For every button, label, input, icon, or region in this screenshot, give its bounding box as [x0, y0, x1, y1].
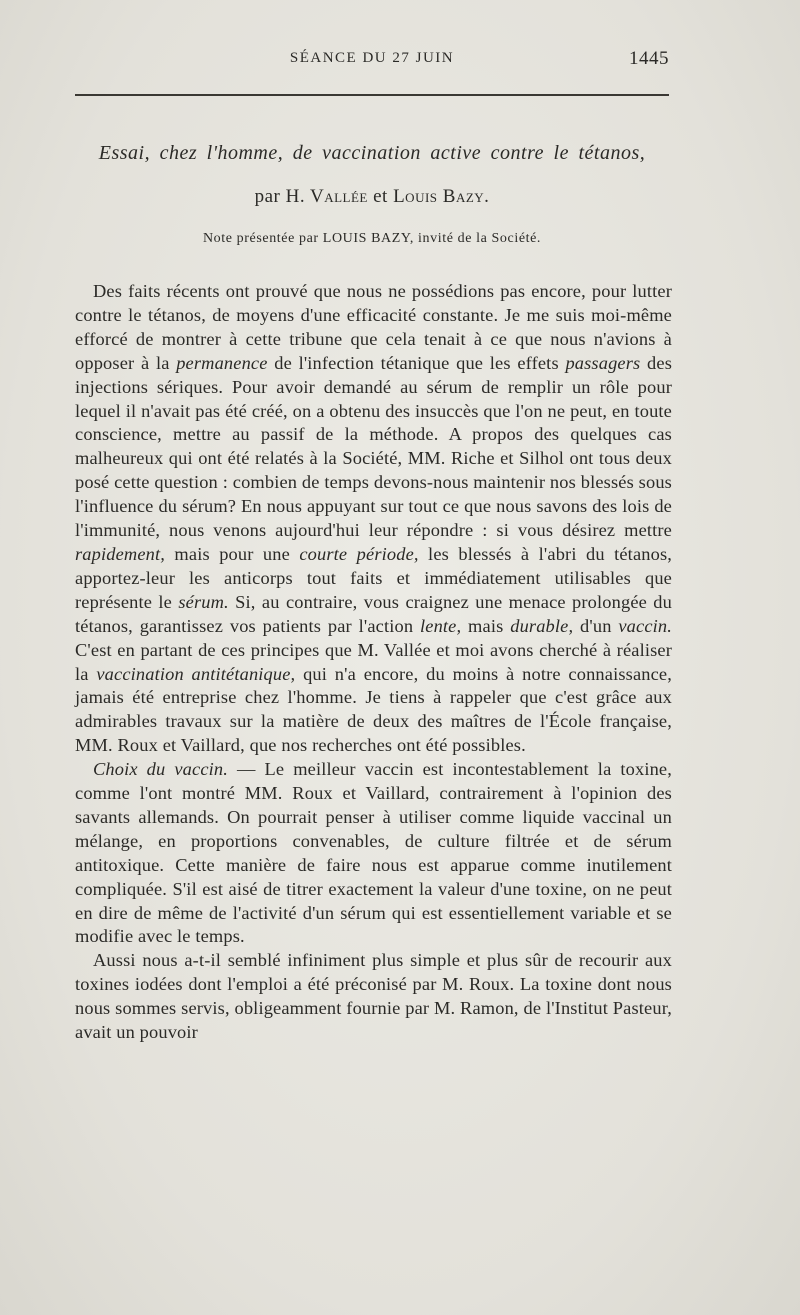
article-title: Essai, chez l'homme, de vaccination active contre le tétanos,	[98, 142, 646, 164]
text-run: les blessés à l'abri du tétanos, apportez-leur les anticorps tout faits et immédiatement utilisables que représente le	[75, 543, 673, 612]
text-run: de l'infection tétanique que les effets	[267, 352, 566, 373]
text-run: Si, au contraire, vous craignez une menace prolongée du tétanos, garantissez vos patients par l'action	[75, 591, 672, 636]
text-run: mais pour une	[165, 543, 300, 564]
text-run: mais	[461, 615, 511, 636]
presentation-note: Note présentée par LOUIS BAZY, invité de la Société.	[202, 231, 542, 246]
emphasis: vaccination antitétanique,	[96, 663, 296, 684]
emphasis: rapidement,	[75, 543, 166, 564]
text-run: qui n'a encore, du moins à notre connaissance, jamais été entreprise chez l'homme. Je tiens à rappeler que c'est grâce aux admirables travaux sur la matière de deux des maîtres de l'École française, MM. Roux et Vaillard, que nos recherches ont été possibles.	[75, 663, 672, 756]
emphasis: sérum.	[178, 591, 229, 612]
author-2: Louis Bazy.	[393, 186, 490, 207]
article-authors	[75, 186, 669, 208]
emphasis: durable,	[510, 615, 574, 636]
text-run: Des faits récents ont prouvé que nous ne possédions pas encore, pour lutter contre le tétanos, de moyens d'une efficacité constante. Je me suis moi-même efforcé de montrer à cette tribune que cela tenait à ce que nous n'avions à opposer à la	[75, 281, 672, 373]
text-run: C'est en partant de ces principes que M. Vallée et moi avons cherché à réaliser la	[75, 639, 672, 684]
paragraph-1	[75, 280, 672, 758]
authors-prefix: par	[254, 186, 281, 207]
paragraph-3: Aussi nous a-t-il semblé infiniment plus simple et plus sûr de recourir aux toxines iodées dont l'emploi a été préconisé par M. Roux. La toxine dont nous nous sommes servis, obligeamment fournie par M. Ramon, de l'Institut Pasteur, avait un pouvoir	[75, 950, 672, 1043]
page-header	[75, 50, 669, 80]
emphasis: lente,	[420, 615, 462, 636]
running-head: SÉANCE DU 27 JUIN	[289, 50, 455, 66]
paragraph-2	[75, 758, 672, 949]
author-1: H. Vallée	[285, 186, 368, 207]
emphasis: permanence	[176, 352, 268, 373]
header-rule	[75, 94, 669, 96]
authors-conjunction: et	[373, 186, 388, 207]
section-heading: Choix du vaccin.	[93, 759, 228, 780]
article-body	[75, 280, 672, 1045]
emphasis: vaccin.	[618, 615, 672, 636]
emphasis: courte période,	[299, 543, 419, 564]
page-number: 1445	[629, 48, 669, 69]
text-run: des injections sériques. Pour avoir demandé au sérum de remplir un rôle pour lequel il n'avait pas été créé, on a obtenu des insuccès que l'on ne peut, en toute conscience, mettre au passif de la méthode. A propos des quelques cas malheureux qui ont été relatés à la Société, MM. Riche et Silhol ont tous deux posé cette question : combien de temps devons-nous maintenir nos blessés sous l'influence du sérum? En nous appuyant sur tout ce que nous savons des lois de l'immunité, nous venons aujourd'hui leur répondre : si vous désirez mettre	[75, 352, 672, 541]
text-run: d'un	[573, 615, 619, 636]
emphasis: passagers	[565, 352, 641, 373]
text-run: — Le meilleur vaccin est incontestablement la toxine, comme l'ont montré MM. Roux et Vaillard, contrairement à l'opinion des savants allemands. On pourrait penser à utiliser comme liquide vaccinal un mélange, en proportions convenables, de culture filtrée et de sérum antitoxique. Cette manière de faire nous est apparue comme inutilement compliquée. S'il est aisé de titrer exactement la valeur d'une toxine, on ne peut en dire de même de l'activité d'un sérum qui est essentiellement variable et se modifie avec le temps.	[75, 759, 672, 947]
